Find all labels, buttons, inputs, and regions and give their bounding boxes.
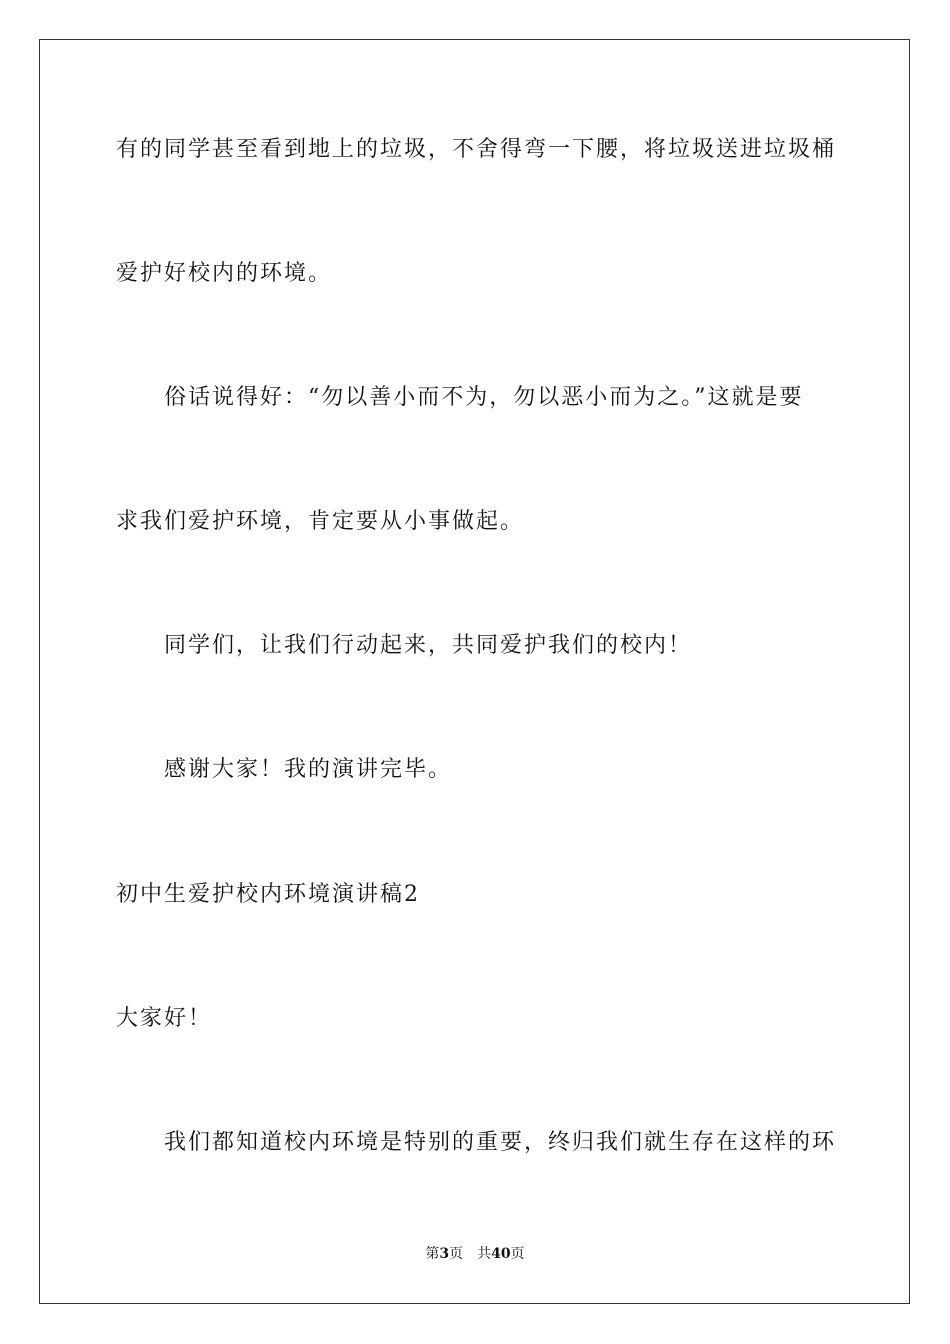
- total-pages: 40: [491, 1246, 511, 1262]
- total-suffix: 页: [510, 1246, 525, 1262]
- section-heading: 初中生爱护校内环境演讲稿2: [116, 882, 420, 907]
- text-line-1: 有的同学甚至看到地上的垃圾，不舍得弯一下腰，将垃圾送进垃圾桶: [116, 137, 837, 162]
- page-suffix: 页: [449, 1246, 464, 1262]
- text-line-2: 爱护好校内的环境。: [116, 261, 333, 286]
- page-footer: [0, 1245, 950, 1263]
- text-line-5: 同学们，让我们行动起来，共同爱护我们的校内！: [164, 633, 693, 658]
- page-prefix: 第: [425, 1246, 440, 1262]
- text-line-9: 我们都知道校内环境是特别的重要，终归我们就生存在这样的环: [164, 1130, 837, 1155]
- text-line-4: 求我们爱护环境，肯定要从小事做起。: [116, 509, 525, 534]
- text-line-6: 感谢大家！我的演讲完毕。: [164, 757, 453, 782]
- page-number: 3: [439, 1246, 450, 1262]
- text-line-3: 俗话说得好：“勿以善小而不为，勿以恶小而为之。”这就是要: [164, 385, 804, 410]
- page-border: [39, 39, 910, 1304]
- greeting-line: 大家好！: [116, 1006, 213, 1031]
- total-prefix: 共: [477, 1246, 492, 1262]
